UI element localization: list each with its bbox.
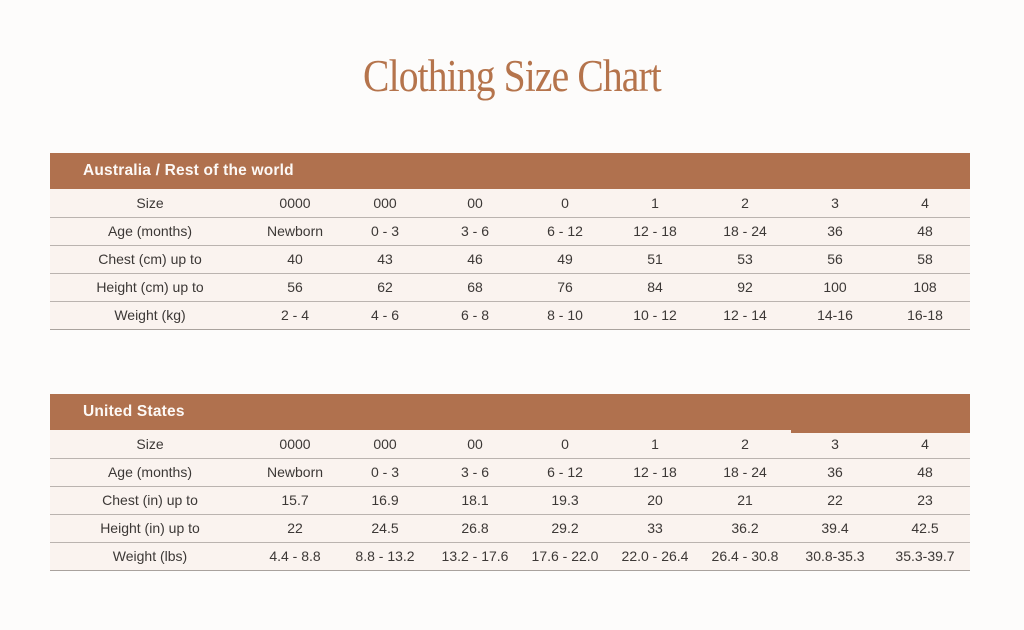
header-bar-step-decoration	[791, 430, 970, 433]
table-row	[50, 189, 970, 217]
value-cell: 21	[700, 486, 790, 514]
value-cell: 00	[430, 189, 520, 217]
value-cell: 33	[610, 514, 700, 542]
value-cell: 58	[880, 245, 970, 273]
value-cell: 24.5	[340, 514, 430, 542]
value-cell: 22	[250, 514, 340, 542]
row-label: Height (in) up to	[50, 514, 250, 542]
value-cell: 56	[250, 273, 340, 301]
value-cell: 3	[790, 189, 880, 217]
value-cell: 0	[520, 430, 610, 458]
value-cell: 000	[340, 189, 430, 217]
value-cell: 51	[610, 245, 700, 273]
value-cell: 48	[880, 217, 970, 245]
value-cell: 000	[340, 430, 430, 458]
value-cell: 0 - 3	[340, 458, 430, 486]
value-cell: 36.2	[700, 514, 790, 542]
value-cell: Newborn	[250, 458, 340, 486]
value-cell: 4 - 6	[340, 301, 430, 329]
value-cell: 2	[700, 189, 790, 217]
table-row	[50, 301, 970, 329]
value-cell: 12 - 18	[610, 217, 700, 245]
row-label: Weight (lbs)	[50, 542, 250, 570]
row-label: Weight (kg)	[50, 301, 250, 329]
table-section-united-states	[50, 394, 970, 571]
value-cell: 3 - 6	[430, 458, 520, 486]
table-header-australia	[50, 153, 970, 189]
table-row	[50, 430, 970, 458]
value-cell: 29.2	[520, 514, 610, 542]
value-cell: 2	[700, 430, 790, 458]
value-cell: 17.6 - 22.0	[520, 542, 610, 570]
value-cell: 30.8-35.3	[790, 542, 880, 570]
value-cell: 40	[250, 245, 340, 273]
value-cell: 12 - 14	[700, 301, 790, 329]
value-cell: 46	[430, 245, 520, 273]
value-cell: 43	[340, 245, 430, 273]
value-cell: 39.4	[790, 514, 880, 542]
value-cell: 1	[610, 189, 700, 217]
value-cell: 18 - 24	[700, 217, 790, 245]
table-row	[50, 245, 970, 273]
value-cell: 48	[880, 458, 970, 486]
table-row	[50, 486, 970, 514]
row-label: Age (months)	[50, 217, 250, 245]
value-cell: 100	[790, 273, 880, 301]
row-label: Size	[50, 430, 250, 458]
value-cell: 0 - 3	[340, 217, 430, 245]
value-cell: 108	[880, 273, 970, 301]
table-header-australia-label: Australia / Rest of the world	[83, 162, 294, 179]
value-cell: 0000	[250, 189, 340, 217]
value-cell: 36	[790, 458, 880, 486]
value-cell: 0000	[250, 430, 340, 458]
value-cell: 6 - 8	[430, 301, 520, 329]
page-title: Clothing Size Chart	[363, 51, 661, 101]
value-cell: 8.8 - 13.2	[340, 542, 430, 570]
value-cell: 22.0 - 26.4	[610, 542, 700, 570]
table-header-united-states	[50, 394, 970, 430]
value-cell: 26.8	[430, 514, 520, 542]
value-cell: 3	[790, 430, 880, 458]
value-cell: 6 - 12	[520, 217, 610, 245]
value-cell: 8 - 10	[520, 301, 610, 329]
row-label: Age (months)	[50, 458, 250, 486]
value-cell: 6 - 12	[520, 458, 610, 486]
value-cell: 26.4 - 30.8	[700, 542, 790, 570]
row-label: Size	[50, 189, 250, 217]
value-cell: 42.5	[880, 514, 970, 542]
value-cell: 62	[340, 273, 430, 301]
value-cell: 12 - 18	[610, 458, 700, 486]
value-cell: 0	[520, 189, 610, 217]
value-cell: 10 - 12	[610, 301, 700, 329]
value-cell: 15.7	[250, 486, 340, 514]
value-cell: 22	[790, 486, 880, 514]
table-section-australia	[50, 153, 970, 330]
value-cell: 2 - 4	[250, 301, 340, 329]
table-row	[50, 542, 970, 570]
value-cell: Newborn	[250, 217, 340, 245]
value-cell: 53	[700, 245, 790, 273]
value-cell: 18 - 24	[700, 458, 790, 486]
value-cell: 1	[610, 430, 700, 458]
value-cell: 16.9	[340, 486, 430, 514]
table-row	[50, 217, 970, 245]
value-cell: 76	[520, 273, 610, 301]
value-cell: 20	[610, 486, 700, 514]
value-cell: 4	[880, 430, 970, 458]
table-row	[50, 514, 970, 542]
value-cell: 18.1	[430, 486, 520, 514]
value-cell: 00	[430, 430, 520, 458]
table-row	[50, 458, 970, 486]
value-cell: 49	[520, 245, 610, 273]
value-cell: 84	[610, 273, 700, 301]
value-cell: 35.3-39.7	[880, 542, 970, 570]
table-row	[50, 273, 970, 301]
value-cell: 4.4 - 8.8	[250, 542, 340, 570]
value-cell: 16-18	[880, 301, 970, 329]
value-cell: 19.3	[520, 486, 610, 514]
value-cell: 36	[790, 217, 880, 245]
value-cell: 23	[880, 486, 970, 514]
value-cell: 4	[880, 189, 970, 217]
size-table-united-states	[50, 430, 970, 571]
value-cell: 14-16	[790, 301, 880, 329]
value-cell: 92	[700, 273, 790, 301]
row-label: Chest (in) up to	[50, 486, 250, 514]
value-cell: 56	[790, 245, 880, 273]
value-cell: 68	[430, 273, 520, 301]
value-cell: 13.2 - 17.6	[430, 542, 520, 570]
table-header-united-states-label: United States	[83, 403, 185, 420]
size-table-australia	[50, 189, 970, 330]
row-label: Height (cm) up to	[50, 273, 250, 301]
row-label: Chest (cm) up to	[50, 245, 250, 273]
value-cell: 3 - 6	[430, 217, 520, 245]
